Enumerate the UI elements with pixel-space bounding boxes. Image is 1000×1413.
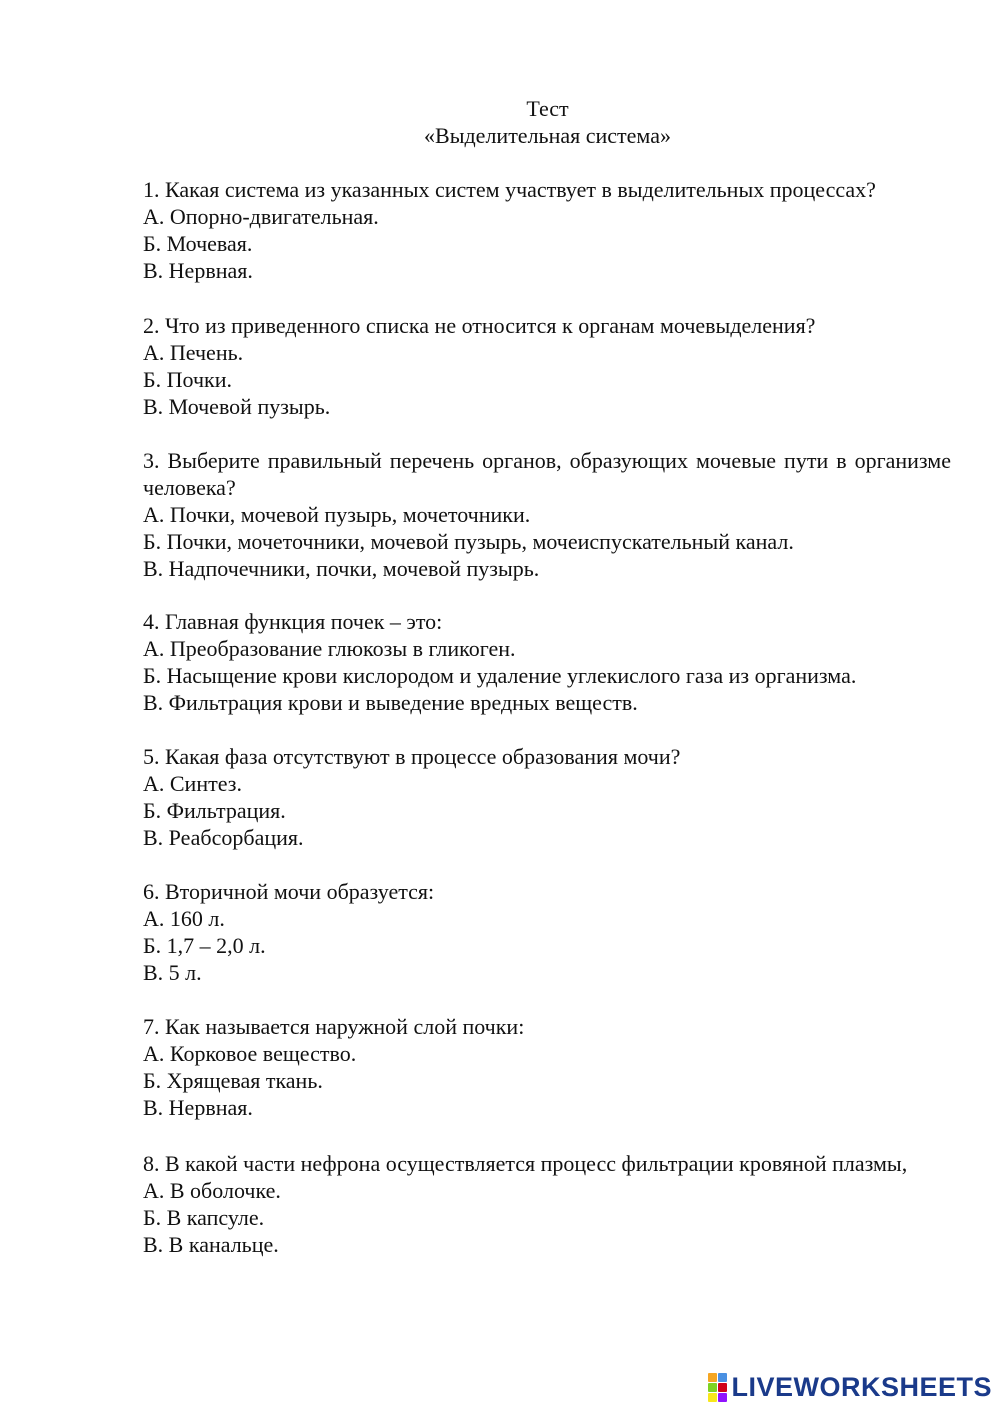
logo-square bbox=[708, 1393, 717, 1402]
question-text: 8. В какой части нефрона осуществляется процесс фильтрации кровяной плазмы, bbox=[143, 1151, 908, 1176]
answer-option: Б. Хрящевая ткань. bbox=[143, 1068, 323, 1093]
question-1 bbox=[143, 176, 951, 284]
answer-option: Б. В капсуле. bbox=[143, 1205, 265, 1230]
answer-option: Б. Почки. bbox=[143, 367, 232, 392]
answer-option: В. Нервная. bbox=[143, 258, 253, 283]
question-text: 2. Что из приведенного списка не относится к органам мочевыделения? bbox=[143, 313, 816, 338]
answer-option: А. Почки, мочевой пузырь, мочеточники. bbox=[143, 502, 531, 527]
logo-square bbox=[708, 1383, 717, 1392]
question-7 bbox=[143, 1013, 951, 1121]
answer-option: В. Реабсорбация. bbox=[143, 825, 304, 850]
question-3 bbox=[143, 447, 951, 582]
logo-square bbox=[718, 1393, 727, 1402]
question-2 bbox=[143, 312, 951, 420]
question-text: 6. Вторичной мочи образуется: bbox=[143, 879, 435, 904]
answer-option: В. Мочевой пузырь. bbox=[143, 394, 331, 419]
answer-option: В. Нервная. bbox=[143, 1095, 253, 1120]
answer-option: В. 5 л. bbox=[143, 960, 202, 985]
answer-option: А. Корковое вещество. bbox=[143, 1041, 357, 1066]
answer-option: Б. Мочевая. bbox=[143, 231, 253, 256]
logo-square bbox=[708, 1373, 717, 1382]
question-text: 3. Выберите правильный перечень органов, образующих мочевые пути в организме человека? bbox=[143, 448, 951, 500]
question-text: 1. Какая система из указанных систем участвует в выделительных процессах? bbox=[143, 177, 876, 202]
question-4 bbox=[143, 608, 951, 716]
liveworksheets-logo-icon bbox=[708, 1373, 727, 1402]
answer-option: Б. Насыщение крови кислородом и удаление углекислого газа из организма. bbox=[143, 663, 857, 688]
answer-option: А. Опорно-двигательная. bbox=[143, 204, 379, 229]
question-6 bbox=[143, 878, 951, 986]
liveworksheets-watermark bbox=[708, 1369, 992, 1405]
watermark-worksheets-text: WORKSHEETS bbox=[793, 1371, 992, 1402]
question-5 bbox=[143, 743, 951, 851]
question-8 bbox=[143, 1150, 951, 1258]
watermark-live-text: LIVE bbox=[731, 1371, 794, 1402]
logo-square bbox=[718, 1373, 727, 1382]
answer-option: А. Преобразование глюкозы в гликоген. bbox=[143, 636, 516, 661]
answer-option: А. 160 л. bbox=[143, 906, 225, 931]
question-text: 4. Главная функция почек – это: bbox=[143, 609, 443, 634]
answer-option: В. Надпочечники, почки, мочевой пузырь. bbox=[143, 556, 540, 581]
answer-option: Б. Почки, мочеточники, мочевой пузырь, мочеиспускательный канал. bbox=[143, 529, 794, 554]
answer-option: А. Синтез. bbox=[143, 771, 242, 796]
answer-option: В. Фильтрация крови и выведение вредных веществ. bbox=[143, 690, 638, 715]
question-text: 7. Как называется наружной слой почки: bbox=[143, 1014, 525, 1039]
answer-option: В. В канальце. bbox=[143, 1232, 279, 1257]
page-title: Тест bbox=[526, 96, 569, 121]
answer-option: Б. Фильтрация. bbox=[143, 798, 286, 823]
logo-square bbox=[718, 1383, 727, 1392]
answer-option: А. В оболочке. bbox=[143, 1178, 281, 1203]
answer-option: А. Печень. bbox=[143, 340, 244, 365]
question-text: 5. Какая фаза отсутствуют в процессе образования мочи? bbox=[143, 744, 681, 769]
page-subtitle: «Выделительная система» bbox=[424, 123, 671, 148]
answer-option: Б. 1,7 – 2,0 л. bbox=[143, 933, 266, 958]
